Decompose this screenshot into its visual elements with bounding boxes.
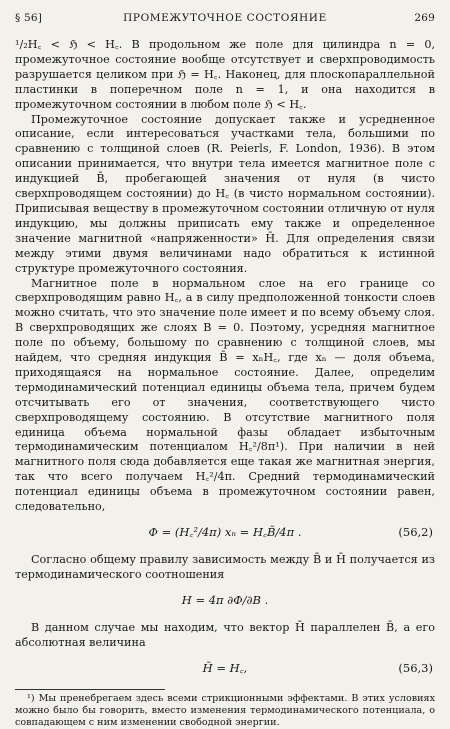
equation-56-3 (15, 655, 435, 685)
running-header (15, 12, 435, 30)
section-marker: § 56] (15, 12, 43, 24)
paragraph: Согласно общему правилу зависимость между B̄ и H̄ получается из термодинамического соотношения (15, 553, 435, 581)
footnote: ¹) Мы пренебрегаем здесь всеми стрикционными эффектами. В этих условиях можно было бы говорить, вместо изменения термодинамического потенциала, о совпадающем с ним изменении свободной энергии. (15, 692, 435, 728)
equation-56-2 (15, 519, 435, 549)
page-number: 269 (414, 12, 435, 24)
paragraph: Промежуточное состояние допускает также и усредненное описание, если интересоваться участками тела, большими по сравнению с толщиной слоев (R. Peierls, F. London, 1936). В этом описании принимается, что внутри тела имеется магнитное поле с индукцией B̄, пробегающей значения от нуля (в чисто сверхпроводящем состоянии) до H꜀ (в чисто нормальном состоянии). Приписывая веществу в промежуточном состоянии отличную от нуля индукцию, мы должны приписать ему также и определенное значение магнитной «напряженности» H̄. Для определения связи между этими двумя величинами надо обратиться к истинной структуре промежуточного состояния. (15, 112, 435, 275)
equation-number: (56,2) (398, 525, 433, 539)
equation-expression: H̄ = H꜀, (202, 660, 248, 675)
page-body (15, 38, 435, 729)
equation-expression: Φ = (H꜀²/4π) xₙ = H꜀B̄/4π . (148, 525, 302, 539)
paragraph: Магнитное поле в нормальном слое на его границе со сверхпроводящим равно H꜀, а в силу предположенной тонкости слоев можно считать, что это значение поле имеет и по всему объему слоя. В сверхпроводящих же слоях B = 0. Поэтому, усредняя магнитное поле по объему, большому по сравнению с толщиной слоев, мы найдем, что средняя индукция B̄ = xₙH꜀, где xₙ — доля объема, приходящаяся на нормальное состояние. Далее, определим термодинамический потенциал единицы объема тела, причем будем отсчитывать его от значения, соответствующего чисто сверхпроводящему состоянию. В отсутствие магнитного поля единица объема нормальной фазы обладает избыточным термодинамическим потенциалом H꜀²/8π¹). При наличии в ней магнитного поля сюда добавляется еще такая же магнитная энергия, так что всего получаем H꜀²/4π. Средний термодинамический потенциал единицы объема в промежуточном состоянии равен, следовательно, (15, 276, 435, 514)
paragraph: ¹/₂H꜀ < ℌ < H꜀. В продольном же поле для цилиндра n = 0, промежуточное состояние вообще отсутствует и сверхпроводимость разрушается целиком при ℌ = H꜀. Наконец, для плоскопараллельной пластинки в поперечном поле n = 1, и она находится в промежуточном состоянии в любом поле ℌ < H꜀. (15, 38, 435, 111)
equation-number: (56,3) (398, 660, 433, 675)
chapter-title: ПРОМЕЖУТОЧНОЕ СОСТОЯНИЕ (123, 12, 327, 24)
paragraph: В данном случае мы находим, что вектор H̄ параллелен B̄, а его абсолютная величина (15, 620, 435, 649)
footnote-divider (15, 689, 165, 690)
equation-thermo-relation (15, 587, 435, 617)
equation-expression: H = 4π ∂Φ/∂B . (181, 592, 269, 607)
